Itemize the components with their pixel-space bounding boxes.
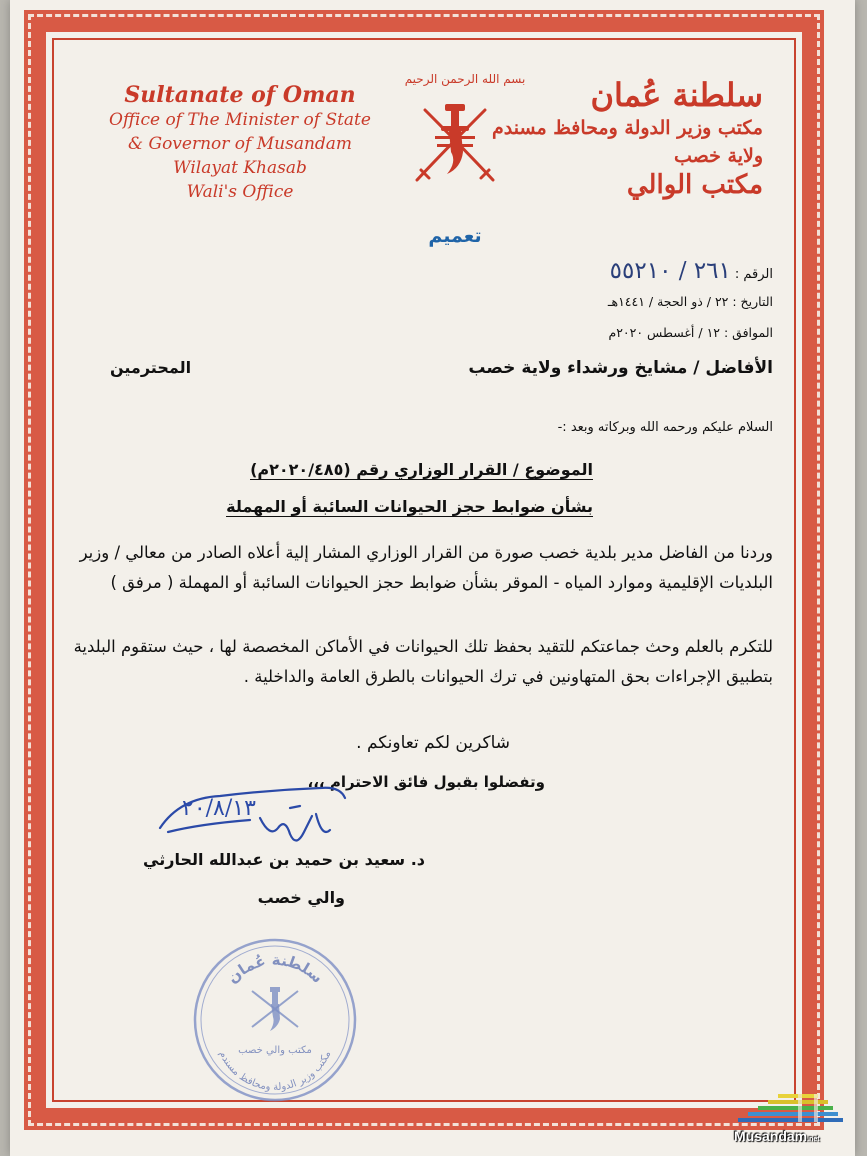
svg-text:سلطنة عُمان xyxy=(223,951,326,987)
basmala: بسم الله الرحمن الرحيم xyxy=(404,72,526,86)
letterhead-office-ar: مكتب وزير الدولة ومحافظ مسندم xyxy=(492,117,763,139)
watermark-text xyxy=(734,1128,820,1144)
addressee: الأفاضل / مشايخ ورشداء ولاية خصب xyxy=(468,358,773,378)
subject-detail xyxy=(226,497,593,516)
watermark-suffix: .net xyxy=(807,1136,820,1143)
letterhead-wilayat: Wilayat Khasab xyxy=(173,158,307,178)
stamp-center-text: مكتب والي خصب xyxy=(238,1045,312,1056)
closing-line: وتفضلوا بقبول فائق الاحترام ،،، xyxy=(307,773,545,791)
signatory-title: والي خصب xyxy=(257,888,345,907)
subject-line xyxy=(250,460,593,479)
letterhead-office: Office of The Minister of State xyxy=(109,110,371,130)
reference-label: الرقم : xyxy=(734,267,773,282)
site-watermark xyxy=(730,1090,858,1150)
handwritten-signature xyxy=(140,768,360,858)
document-type-heading: تعميم xyxy=(428,225,482,247)
letterhead-country-ar: سلطنة عُمان xyxy=(590,76,763,114)
body-paragraph-1: وردنا من الفاضل مدير بلدية خصب صورة من القرار الوزاري المشار إلية أعلاه الصادر من معالي / وزير البلديات الإقليمية وموارد المياه - الموقر بشأن ضوابط حجز الحيوانات السائبة أو المهملة ( مرفق ) xyxy=(79,543,773,592)
letterhead-country: Sultanate of Oman xyxy=(124,82,356,108)
body-paragraph-2: للتكرم بالعلم وحث جماعتكم للتقيد بحفظ تلك الحيوانات في الأماكن المخصصة لها ، حيث ستقوم البلدية بتطبيق الإجراءات بحق المتهاونين في ترك الحيوانات بالطرق العامة والداخلية . xyxy=(73,637,773,686)
letterhead-wali-office: Wali's Office xyxy=(186,182,294,202)
letterhead-wilayat-ar: ولاية خصب xyxy=(674,145,763,167)
oman-emblem-icon xyxy=(405,90,505,190)
stamp-top-text: سلطنة عُمان xyxy=(223,950,327,987)
honorific: المحترمين xyxy=(110,358,192,377)
signature-date: ٢٠/٨/١٣ xyxy=(182,796,256,821)
watermark-site: Musandam xyxy=(734,1128,808,1144)
reference-number xyxy=(610,258,773,284)
thanks-line: شاكرين لكم تعاونكم . xyxy=(356,733,510,753)
document-page xyxy=(10,0,855,1156)
date-gregorian: الموافق : ١٢ / أغسطس ٢٠٢٠م xyxy=(608,325,773,340)
greeting: السلام عليكم ورحمه الله وبركاته وبعد :- xyxy=(557,420,773,435)
date-hijri: التاريخ : ٢٢ / ذو الحجة / ١٤٤١هـ xyxy=(607,294,773,309)
letterhead-wali-office-ar: مكتب الوالي xyxy=(626,170,763,200)
signatory-name: د. سعيد بن حميد بن عبدالله الحارثي xyxy=(143,850,425,869)
reference-value: ٢٦١ / ٥٥٢١٠ xyxy=(609,258,731,284)
subject-detail-text: بشأن ضوابط حجز الحيوانات السائبة أو المهملة xyxy=(226,497,593,516)
letterhead-governor: & Governor of Musandam xyxy=(127,134,353,154)
official-stamp-icon xyxy=(190,935,360,1105)
subject-text: الموضوع / القرار الوزاري رقم (٢٠٢٠/٤٨٥م) xyxy=(250,460,593,479)
english-letterhead xyxy=(100,82,380,204)
stamp-bottom-text: مكتب وزير الدولة ومحافظ مسندم xyxy=(216,1049,334,1094)
watermark-logo-icon xyxy=(738,1094,848,1124)
